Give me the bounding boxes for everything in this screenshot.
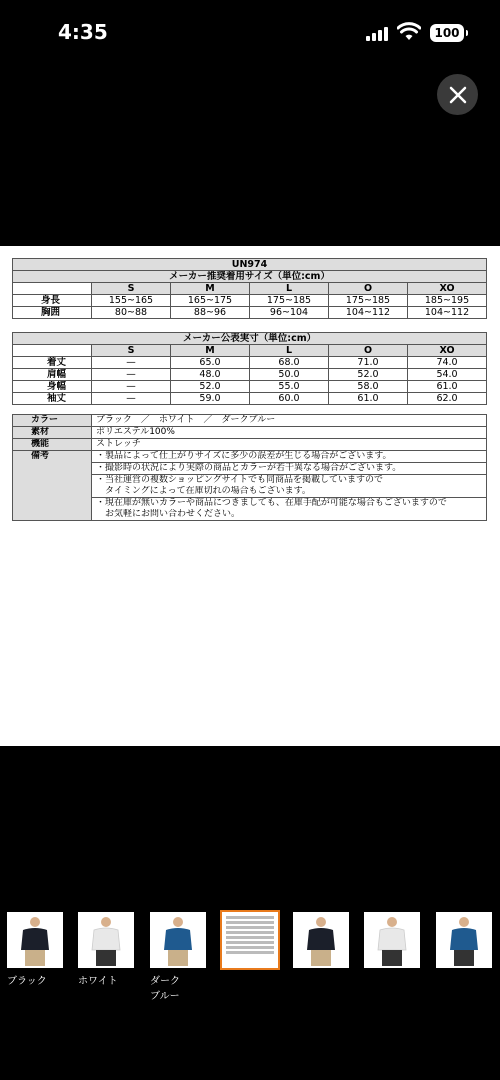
table-cell: 68.0 [250, 357, 329, 369]
model-photo-icon [364, 912, 420, 968]
note-line: ・当社運営の複数ショッピングサイトでも同商品を掲載していますので [92, 475, 487, 487]
shirt-shape [92, 928, 120, 950]
thumbnail-dark-blue-2[interactable] [436, 912, 492, 968]
table-cell: 96~104 [250, 307, 329, 319]
column-header: S [92, 283, 171, 295]
table-row [13, 393, 487, 405]
thumbnail-label: ダーク ブルー [150, 976, 180, 1002]
row-label: 着丈 [13, 357, 92, 369]
model-photo-icon [293, 912, 349, 968]
table-cell: 155~165 [92, 295, 171, 307]
table-title: UN974 [13, 259, 487, 271]
close-button[interactable] [437, 74, 478, 115]
column-header: S [92, 345, 171, 357]
thumbnail-black-2[interactable] [293, 912, 349, 968]
table-cell: ブラック ／ ホワイト ／ ダークブルー [92, 415, 487, 427]
wifi-icon [397, 22, 421, 42]
table-cell: — [92, 393, 171, 405]
row-label: 身幅 [13, 381, 92, 393]
table-cell: 74.0 [408, 357, 487, 369]
thumbnail-label: ブラック [7, 976, 47, 987]
table-cell: — [92, 381, 171, 393]
table-subtitle: メーカー公表実寸（単位:cm） [13, 333, 487, 345]
row-label: カラー [13, 415, 92, 427]
column-header: XO [408, 283, 487, 295]
thumbnail-dark-blue[interactable] [150, 912, 206, 968]
thumbnail-size-chart[interactable] [222, 912, 278, 968]
column-header: L [250, 283, 329, 295]
corner-cell [13, 345, 92, 357]
battery-level: 100 [434, 26, 460, 40]
product-image[interactable] [0, 246, 500, 746]
table-cell: 55.0 [250, 381, 329, 393]
battery-icon [430, 24, 464, 42]
thumbnail-strip [0, 912, 500, 1012]
row-label: 備考 [13, 451, 92, 521]
table-cell: 50.0 [250, 369, 329, 381]
shirt-shape [378, 928, 406, 950]
thumbnail-black[interactable] [7, 912, 63, 968]
cellular-signal-icon [366, 27, 388, 41]
model-photo-icon [436, 912, 492, 968]
table-cell: 88~96 [171, 307, 250, 319]
table-row [13, 357, 487, 369]
product-info-table [12, 414, 487, 521]
table-cell: 104~112 [329, 307, 408, 319]
row-label: 機能 [13, 439, 92, 451]
note-line: ・現在庫が無いカラーや商品につきましても、在庫手配が可能な場合もございますので [92, 498, 487, 510]
table-cell: 48.0 [171, 369, 250, 381]
note-line: ・撮影時の状況により実際の商品とカラーが若干異なる場合がございます。 [92, 463, 487, 475]
table-cell: 165~175 [171, 295, 250, 307]
table-cell: 175~185 [329, 295, 408, 307]
status-bar [0, 0, 500, 60]
table-row [13, 415, 487, 427]
corner-cell [13, 283, 92, 295]
table-cell: 80~88 [92, 307, 171, 319]
close-icon [449, 86, 467, 104]
table-cell: 62.0 [408, 393, 487, 405]
table-cell: 65.0 [171, 357, 250, 369]
column-header: O [329, 345, 408, 357]
table-row [13, 427, 487, 439]
column-header: O [329, 283, 408, 295]
table-row [13, 439, 487, 451]
model-photo-icon [78, 912, 134, 968]
table-cell: ポリエステル100% [92, 427, 487, 439]
table-cell: 175~185 [250, 295, 329, 307]
row-label: 肩幅 [13, 369, 92, 381]
thumbnail-label: ホワイト [78, 976, 118, 987]
table-row [13, 295, 487, 307]
actual-size-table [12, 332, 487, 405]
note-line: お気軽にお問い合わせください。 [92, 509, 487, 521]
shirt-shape [307, 928, 335, 950]
row-label: 胸囲 [13, 307, 92, 319]
shirt-shape [450, 928, 478, 950]
row-label: 身長 [13, 295, 92, 307]
thumbnail-white[interactable] [78, 912, 134, 968]
table-row [13, 381, 487, 393]
table-cell: 185~195 [408, 295, 487, 307]
table-cell: 58.0 [329, 381, 408, 393]
thumbnail-white-2[interactable] [364, 912, 420, 968]
table-row [13, 369, 487, 381]
column-header: M [171, 345, 250, 357]
shirt-shape [21, 928, 49, 950]
note-line: タイミングによって在庫切れの場合もございます。 [92, 486, 487, 498]
column-header: XO [408, 345, 487, 357]
table-cell: 52.0 [329, 369, 408, 381]
table-cell: 104~112 [408, 307, 487, 319]
column-header: L [250, 345, 329, 357]
row-label: 袖丈 [13, 393, 92, 405]
table-cell: — [92, 357, 171, 369]
shirt-shape [164, 928, 192, 950]
row-label: 素材 [13, 427, 92, 439]
table-cell: ストレッチ [92, 439, 487, 451]
status-time: 4:35 [58, 20, 108, 44]
note-line: ・製品によって仕上がりサイズに多少の誤差が生じる場合がございます。 [92, 451, 487, 463]
table-cell: 52.0 [171, 381, 250, 393]
model-photo-icon [150, 912, 206, 968]
table-cell: 71.0 [329, 357, 408, 369]
table-cell: 61.0 [329, 393, 408, 405]
size-chart-preview-icon [226, 916, 274, 964]
table-cell: 54.0 [408, 369, 487, 381]
table-cell: — [92, 369, 171, 381]
table-row [13, 307, 487, 319]
table-row [13, 451, 487, 463]
table-cell: 60.0 [250, 393, 329, 405]
model-photo-icon [7, 912, 63, 968]
column-header: M [171, 283, 250, 295]
table-subtitle: メーカー推奨着用サイズ（単位:cm） [13, 271, 487, 283]
recommended-size-table [12, 258, 487, 319]
table-cell: 61.0 [408, 381, 487, 393]
table-cell: 59.0 [171, 393, 250, 405]
